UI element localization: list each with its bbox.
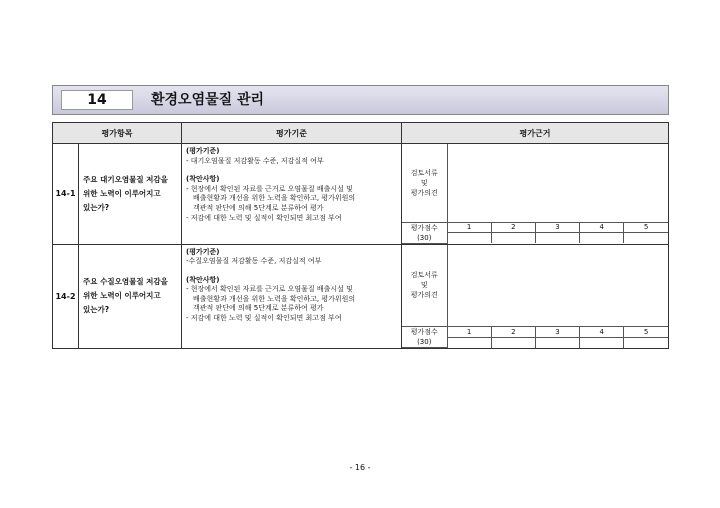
criteria-line: - 대기오염물질 저감활동 수준, 저감실적 여부 — [186, 156, 324, 165]
notes-line: 객관적 판단에 의해 5단계로 분류하여 평가 — [193, 203, 324, 212]
criteria-title: (평가기준) — [186, 147, 220, 155]
item-question-line: 있는가? — [83, 202, 110, 212]
scale-value-5: 5 — [624, 327, 668, 338]
score-box-3[interactable] — [535, 233, 579, 244]
review-label-line: 검토서류 — [410, 168, 438, 177]
score-box-5[interactable] — [624, 337, 668, 348]
basis-grid — [402, 144, 668, 244]
scale-value-4: 4 — [580, 327, 624, 338]
review-label — [402, 144, 447, 222]
review-label-line: 평가의견 — [410, 188, 438, 197]
table-row — [53, 244, 669, 349]
scale-value-5: 5 — [624, 222, 668, 233]
scale-value-4: 4 — [580, 222, 624, 233]
header-criteria: 평가기준 — [182, 123, 402, 144]
section-title: 환경오염물질 관리 — [151, 92, 265, 108]
item-number: 14-2 — [53, 244, 79, 349]
table-header-row — [53, 123, 669, 144]
scale-value-2: 2 — [491, 327, 535, 338]
score-box-2[interactable] — [491, 337, 535, 348]
notes-line: - 저감에 대한 노력 및 실적이 확인되면 최고점 부여 — [186, 314, 342, 323]
scale-value-2: 2 — [491, 222, 535, 233]
score-box-2[interactable] — [491, 233, 535, 244]
criteria-cell — [182, 144, 402, 245]
basis-grid — [402, 245, 668, 349]
criteria-cell — [182, 244, 402, 349]
score-label-line: (30) — [417, 233, 432, 242]
score-box-1[interactable] — [447, 337, 491, 348]
header-basis: 평가근거 — [402, 123, 669, 144]
section-number: 14 — [61, 90, 133, 110]
notes-line: 배출현황과 개선을 위한 노력을 확인하고, 평가위원의 — [193, 294, 356, 303]
section-header — [52, 85, 669, 115]
review-label-line: 검토서류 — [410, 271, 438, 280]
page-number: - 16 - — [349, 463, 371, 472]
item-question-line: 주요 수질오염물질 저감을 — [83, 277, 168, 287]
item-question-line: 위한 노력이 이루어지고 — [83, 188, 161, 198]
review-label-line: 평가의견 — [410, 291, 438, 300]
notes-line: 배출현황과 개선을 위한 노력을 확인하고, 평가위원의 — [193, 194, 356, 203]
scale-value-1: 1 — [447, 222, 491, 233]
scale-value-3: 3 — [535, 327, 579, 338]
score-box-5[interactable] — [624, 233, 668, 244]
notes-line: - 현장에서 확인된 자료를 근거로 오염물질 배출시설 및 — [186, 285, 353, 294]
review-label-line: 및 — [420, 178, 428, 187]
notes-line: 객관적 판단에 의해 5단계로 분류하여 평가 — [193, 304, 324, 313]
score-box-4[interactable] — [580, 337, 624, 348]
notes-line: - 현장에서 확인된 자료를 근거로 오염물질 배출시설 및 — [186, 184, 353, 193]
review-label-line: 및 — [420, 281, 428, 290]
item-question-line: 위한 노력이 이루어지고 — [83, 291, 161, 301]
review-opinion-field[interactable] — [447, 245, 668, 327]
criteria-title: (평가기준) — [186, 247, 220, 256]
basis-cell — [402, 144, 669, 245]
table-row — [53, 144, 669, 245]
scale-value-1: 1 — [447, 327, 491, 338]
item-number: 14-1 — [53, 144, 79, 245]
evaluation-table — [52, 122, 669, 349]
score-label — [402, 327, 447, 348]
notes-title: (착안사항) — [186, 275, 220, 284]
notes-line: - 저감에 대한 노력 및 실적이 확인되면 최고점 부여 — [186, 213, 342, 222]
score-box-4[interactable] — [580, 233, 624, 244]
score-label-line: 평가점수 — [410, 328, 438, 336]
item-question — [79, 144, 182, 245]
review-label — [402, 245, 447, 327]
criteria-line: -수질오염물질 저감활동 수준, 저감실적 여부 — [186, 257, 322, 266]
score-label — [402, 222, 447, 243]
score-box-3[interactable] — [535, 337, 579, 348]
header-item: 평가항목 — [53, 123, 182, 144]
scale-value-3: 3 — [535, 222, 579, 233]
basis-cell — [402, 244, 669, 349]
score-label-line: 평가점수 — [410, 223, 438, 232]
notes-title: (착안사항) — [186, 175, 220, 184]
score-box-1[interactable] — [447, 233, 491, 244]
item-question — [79, 244, 182, 349]
item-question-line: 주요 대기오염물질 저감을 — [83, 174, 168, 184]
score-label-line: (30) — [417, 338, 432, 346]
item-question-line: 있는가? — [83, 305, 110, 315]
review-opinion-field[interactable] — [447, 144, 668, 222]
